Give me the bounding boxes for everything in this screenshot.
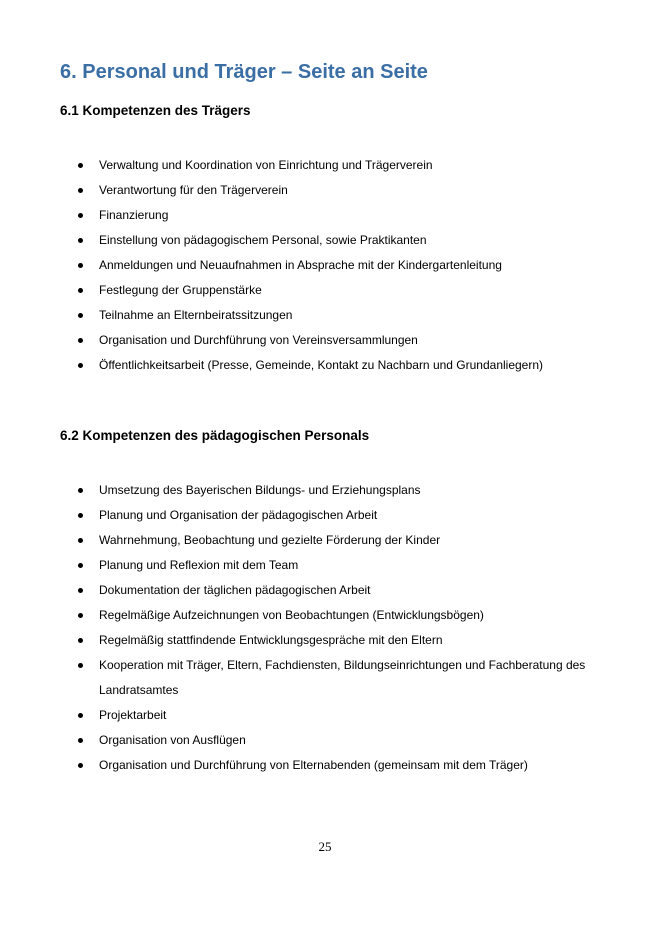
list-item-text: Umsetzung des Bayerischen Bildungs- und Erziehungsplans	[99, 483, 421, 497]
list-item	[0, 628, 650, 653]
chapter-title: 6. Personal und Träger – Seite an Seite	[60, 61, 428, 83]
list-item-text: Organisation von Ausflügen	[99, 733, 246, 747]
list-item-text: Finanzierung	[99, 208, 169, 222]
bullet-icon	[78, 713, 83, 718]
bullet-icon	[78, 538, 83, 543]
list-item	[0, 703, 650, 728]
list-item	[0, 253, 650, 278]
list-item	[0, 603, 650, 628]
list-item	[0, 753, 650, 778]
list-item	[0, 578, 650, 603]
bullet-icon	[78, 663, 83, 668]
bullet-icon	[78, 638, 83, 643]
bullet-icon	[78, 288, 83, 293]
bullet-icon	[78, 563, 83, 568]
section-title-traeger: 6.1 Kompetenzen des Trägers	[60, 103, 251, 118]
list-item	[0, 328, 650, 353]
bullet-icon	[78, 488, 83, 493]
list-item-text: Verwaltung und Koordination von Einrichtung und Trägerverein	[99, 158, 433, 172]
bullet-icon	[78, 363, 83, 368]
list-item	[0, 353, 650, 378]
bullet-icon	[78, 513, 83, 518]
list-item-text: Organisation und Durchführung von Vereinsversammlungen	[99, 333, 418, 347]
list-item	[0, 278, 650, 303]
bullet-icon	[78, 738, 83, 743]
list-item-text: Regelmäßig stattfindende Entwicklungsgespräche mit den Eltern	[99, 633, 443, 647]
list-item-text: Organisation und Durchführung von Elternabenden (gemeinsam mit dem Träger)	[99, 758, 528, 772]
list-item-text: Planung und Reflexion mit dem Team	[99, 558, 299, 572]
list-item-text: Festlegung der Gruppenstärke	[99, 283, 262, 297]
list-item-text: Einstellung von pädagogischem Personal, sowie Praktikanten	[99, 233, 427, 247]
list-item-text: Regelmäßige Aufzeichnungen von Beobachtungen (Entwicklungsbögen)	[99, 608, 484, 622]
list-item-text: Verantwortung für den Trägerverein	[99, 183, 288, 197]
bullet-icon	[78, 238, 83, 243]
list-item	[0, 203, 650, 228]
list-item-text: Kooperation mit Träger, Eltern, Fachdiensten, Bildungseinrichtungen und Fachberatung des Landratsamtes	[99, 658, 586, 697]
list-item	[0, 303, 650, 328]
list-item-text: Planung und Organisation der pädagogischen Arbeit	[99, 508, 378, 522]
bullet-icon	[78, 763, 83, 768]
list-item-text: Dokumentation der täglichen pädagogischen Arbeit	[99, 583, 371, 597]
list-item-text: Anmeldungen und Neuaufnahmen in Absprache mit der Kindergartenleitung	[99, 258, 502, 272]
bullet-icon	[78, 588, 83, 593]
list-item	[0, 178, 650, 203]
bullet-icon	[78, 213, 83, 218]
list-item-text: Projektarbeit	[99, 708, 167, 722]
list-item-text: Wahrnehmung, Beobachtung und gezielte Förderung der Kinder	[99, 533, 441, 547]
list-item	[0, 153, 650, 178]
bullet-icon	[78, 338, 83, 343]
bullet-icon	[78, 163, 83, 168]
list-item	[0, 528, 650, 553]
bullet-icon	[78, 188, 83, 193]
list-item	[0, 728, 650, 753]
list-item	[0, 553, 650, 578]
personal-competence-list	[0, 478, 650, 778]
list-item	[0, 478, 650, 503]
section-title-personal: 6.2 Kompetenzen des pädagogischen Personals	[60, 428, 370, 443]
list-item-text: Teilnahme an Elternbeiratssitzungen	[99, 308, 293, 322]
page-number: 25	[318, 839, 332, 854]
list-item	[0, 503, 650, 528]
list-item-text: Öffentlichkeitsarbeit (Presse, Gemeinde, Kontakt zu Nachbarn und Grundanliegern)	[99, 358, 544, 372]
bullet-icon	[78, 313, 83, 318]
list-item	[0, 228, 650, 253]
bullet-icon	[78, 613, 83, 618]
list-item	[0, 653, 650, 703]
traeger-competence-list	[0, 153, 650, 378]
bullet-icon	[78, 263, 83, 268]
